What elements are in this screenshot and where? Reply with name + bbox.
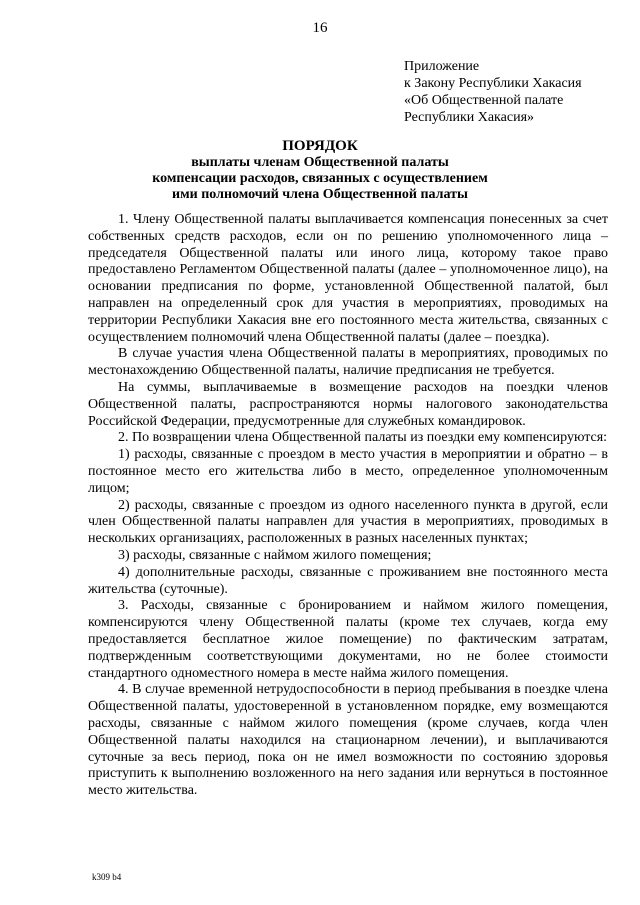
appendix-line: «Об Общественной палате [404,93,564,108]
footer-code: k309 b4 [92,872,122,882]
document-title [0,138,640,203]
appendix-line: Приложение [404,59,480,74]
appendix-line: к Закону Республики Хакасия [404,76,582,91]
paragraph-10: 4. В случае временной нетрудоспособности в период пребывания в поездке члена Общественной палаты, удостоверенной в установленном порядке, ему возмещаются расходы, связанные с наймом жилого помещения (кроме случаев, когда член Общественной палаты находился на стационарном лечении), и выплачиваются суточные за весь период, пока он не имел возможности по состоянию здоровья приступить к выполнению возложенного на него задания или вернуться в постоянное место жительства. [88,682,608,799]
title-line: ими полномочий члена Общественной палаты [172,187,468,202]
title-line: компенсации расходов, связанных с осуществлением [152,171,488,186]
paragraph-8: 4) дополнительные расходы, связанные с проживанием вне постоянного места жительства (суточные). [88,564,608,597]
paragraph-5: 1) расходы, связанные с проездом в место участия в мероприятии и обратно – в постоянное место его жительства либо в место, определенное уполномоченным лицом; [88,447,608,496]
paragraph-6: 2) расходы, связанные с проездом из одного населенного пункта в другой, если член Общественной палаты направлен для участия в мероприятиях, проводимых в нескольких организациях, расположенных в разных населенных пунктах; [88,497,608,547]
appendix-note [404,58,634,126]
appendix-line: Республики Хакасия» [404,110,535,125]
paragraph-9: 3. Расходы, связанные с бронированием и наймом жилого помещения, компенсируются члену Общественной палаты (кроме тех случаев, когда ему предоставляется бесплатное жилое помещение) по фактическим затратам, подтвержденным соответствующими документами, но не более стоимости стандартного одноместного номера в месте найма жилого помещения. [88,598,608,681]
page-number: 16 [312,20,328,36]
paragraph-2: В случае участия члена Общественной палаты в мероприятиях, проводимых по местонахождению Общественной палаты, наличие предписания не требуется. [88,346,608,379]
paragraph-4: 2. По возвращении члена Общественной палаты из поездки ему компенсируются: [118,430,608,446]
title-line: выплаты членам Общественной палаты [191,155,449,170]
paragraph-1: 1. Члену Общественной палаты выплачивается компенсация понесенных за счет собственных средств расходов, если он по решению уполномоченного лица – председателя Общественной палаты или иного лица, которому такое право предоставлено Регламентом Общественной палаты (далее – уполномоченное лицо), на основании предписания по форме, установленной Общественной палатой, был направлен на определенный срок для участия в мероприятиях, проводимых на территории Республики Хакасия вне его постоянного места жительства, связанных с осуществлением полномочий члена Общественной палаты (далее – поездка). [88,212,608,345]
title-main: ПОРЯДОК [282,138,358,154]
paragraph-7: 3) расходы, связанные с наймом жилого помещения; [118,547,432,563]
paragraph-3: На суммы, выплачиваемые в возмещение расходов на поездки членов Общественной палаты, распространяются нормы налогового законодательства Российской Федерации, предусмотренные для служебных командировок. [88,379,608,429]
document-body [88,212,608,800]
